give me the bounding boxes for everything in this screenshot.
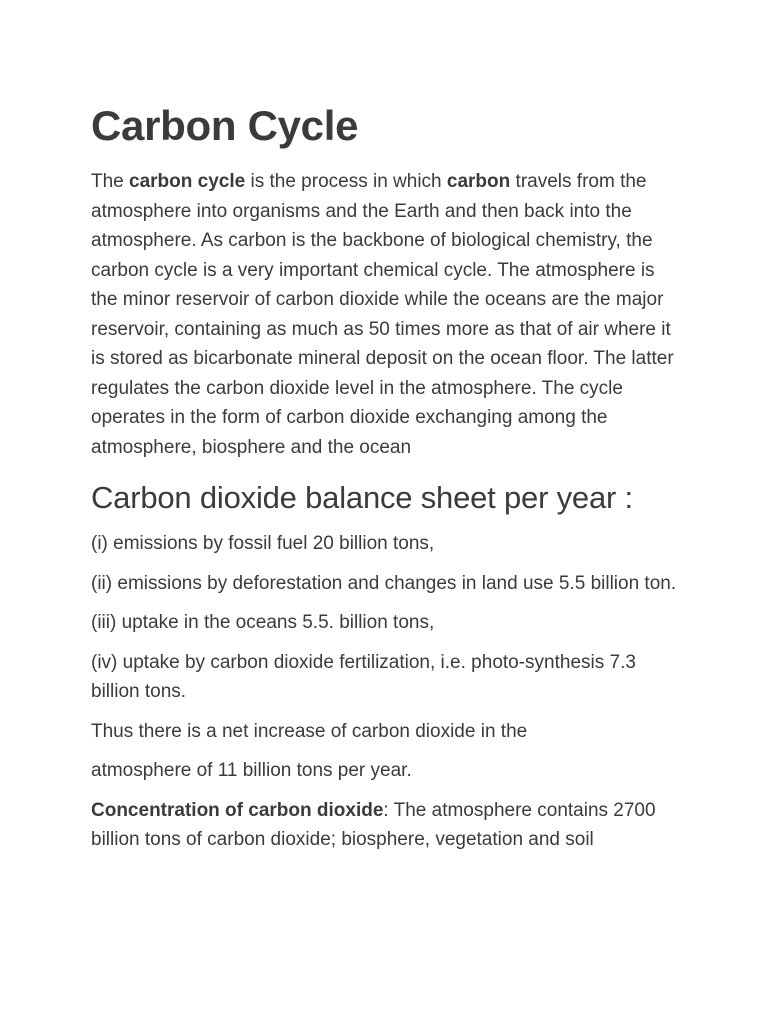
balance-item-3: (iii) uptake in the oceans 5.5. billion tons,: [91, 612, 435, 633]
page-title: Carbon Cycle: [91, 102, 359, 149]
balance-item-2: (ii) emissions by deforestation and changes in land use 5.5 billion ton.: [91, 572, 677, 594]
balance-item-1: (i) emissions by fossil fuel 20 billion tons,: [91, 533, 435, 554]
intro-bold-carbon-cycle: carbon cycle: [129, 171, 246, 192]
intro-text-2: is the process in which: [245, 171, 447, 192]
intro-text-1: The: [91, 171, 130, 192]
balance-sheet-heading: Carbon dioxide balance sheet per year :: [91, 480, 633, 515]
concentration-paragraph: [91, 796, 683, 855]
intro-bold-carbon: carbon: [446, 171, 511, 192]
intro-paragraph: [91, 167, 683, 462]
concentration-label: Concentration of carbon dioxide: [91, 799, 384, 821]
balance-item-4: (iv) uptake by carbon dioxide fertilization, i.e. photo-synthesis 7.3 billion tons.: [91, 651, 636, 702]
concentration-text: : The atmosphere contains 2700 billion tons of carbon dioxide; biosphere, vegetation and soil: [91, 799, 656, 850]
net-increase-line-1: Thus there is a net increase of carbon dioxide in the: [91, 720, 528, 742]
document-page: [91, 98, 683, 874]
net-increase-line-2: atmosphere of 11 billion tons per year.: [91, 760, 412, 781]
intro-text-3: travels from the atmosphere into organisms and the Earth and then back into the atmosphere. As carbon is the backbone of biological chemistry, the carbon cycle is a very important chemical cycle. The atmosphere is the minor reservoir of carbon dioxide while the oceans are the major reservoir, containing as much as 50 times more as that of air where it is stored as bicarbonate mineral deposit on the ocean floor. The latter regulates the carbon dioxide level in the atmosphere. The cycle operates in the form of carbon dioxide exchanging among the atmosphere, biosphere and the ocean: [91, 171, 674, 458]
